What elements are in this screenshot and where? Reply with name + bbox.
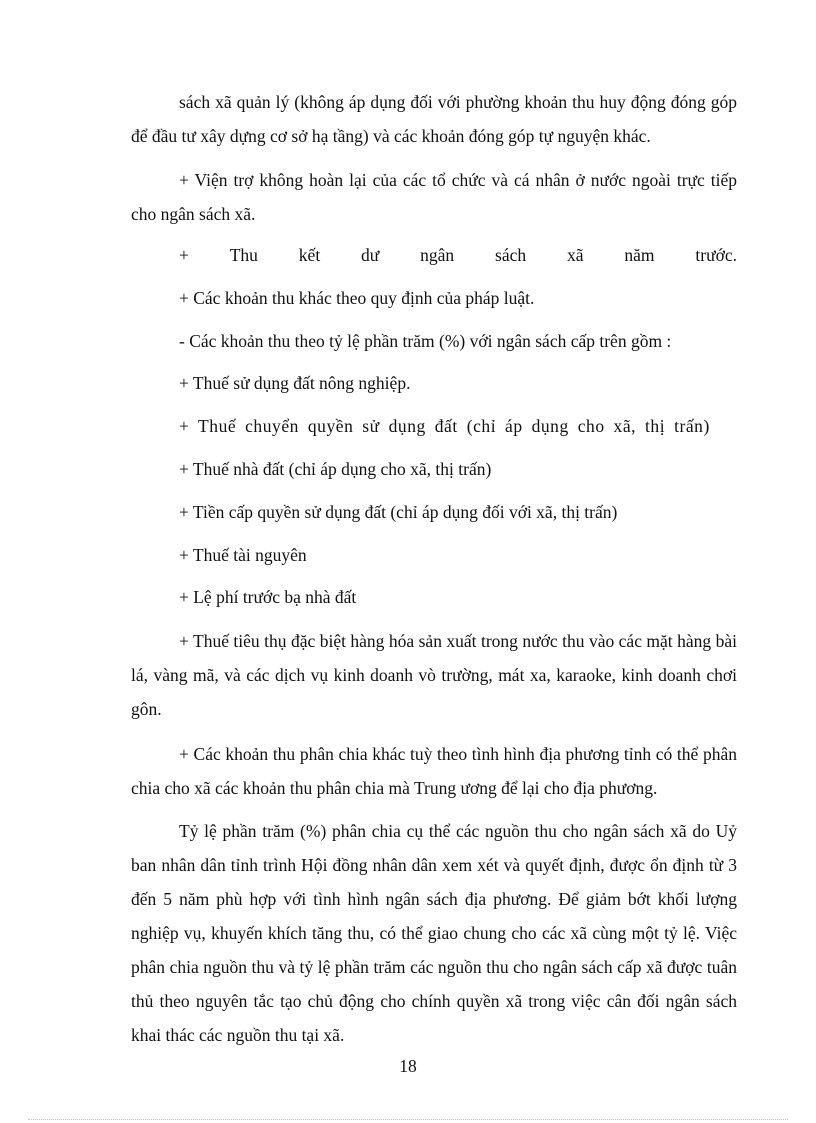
list-item-registration-fee: + Lệ phí trước bạ nhà đất xyxy=(179,587,357,607)
paragraph-foreign-aid: + Viện trợ không hoàn lại của các tổ chức và cá nhân ở nước ngoài trực tiếp cho ngân sách xã. xyxy=(131,170,737,224)
page-number: 18 xyxy=(399,1056,417,1076)
surplus-word: Thu xyxy=(229,245,258,265)
surplus-word: kết xyxy=(298,245,321,265)
paragraph-other-revenue: + Các khoản thu khác theo quy định của pháp luật. xyxy=(179,288,535,308)
paragraph-previous-year-surplus xyxy=(179,238,737,272)
paragraph-sharing-ratio: Tỷ lệ phần trăm (%) phân chia cụ thể các nguồn thu cho ngân sách xã do Uỷ ban nhân dân tỉnh trình Hội đồng nhân dân xem xét và quyết định, được ổn định từ 3 đến 5 năm phù hợp với tình hình ngân sách địa phương. Để giảm bớt khối lượng nghiệp vụ, khuyến khích tăng thu, có thể giao chung cho các xã cùng một tỷ lệ. Việc phân chia nguồn thu và tỷ lệ phần trăm các nguồn thu cho ngân sách cấp xã được tuân thủ theo nguyên tắc tạo chủ động cho chính quyền xã trong việc cân đối ngân sách khai thác các nguồn thu tại xã. xyxy=(131,821,737,1045)
surplus-word: ngân xyxy=(420,245,455,265)
list-item-land-transfer-tax: + Thuế chuyển quyền sử dụng đất (chỉ áp dụng cho xã, thị trấn) xyxy=(179,416,710,436)
surplus-word: sách xyxy=(495,245,527,265)
surplus-word: xã xyxy=(567,245,584,265)
surplus-word: trước. xyxy=(695,245,737,265)
paragraph-special-consumption-tax: + Thuế tiêu thụ đặc biệt hàng hóa sản xuất trong nước thu vào các mặt hàng bài lá, vàng mã, và các dịch vụ kinh doanh vò trường, mát xa, karaoke, kinh doanh chơi gôn. xyxy=(131,631,737,719)
paragraph-shared-revenue: + Các khoản thu phân chia khác tuỳ theo tình hình địa phương tỉnh có thể phân chia cho xã các khoản thu phân chia mà Trung ương để lại cho địa phương. xyxy=(131,744,737,798)
list-item-resource-tax: + Thuế tài nguyên xyxy=(179,545,307,565)
list-item-housing-land-tax: + Thuế nhà đất (chỉ áp dụng cho xã, thị trấn) xyxy=(179,459,492,479)
list-item-agricultural-land-tax: + Thuế sử dụng đất nông nghiệp. xyxy=(179,373,411,393)
surplus-word: dư xyxy=(361,245,380,265)
paragraph-budget-management: sách xã quản lý (không áp dụng đối với phường khoản thu huy động đóng góp để đầu tư xây dựng cơ sở hạ tầng) và các khoản đóng góp tự nguyện khác. xyxy=(131,92,737,146)
paragraph-percentage-revenue-heading: - Các khoản thu theo tỷ lệ phần trăm (%) với ngân sách cấp trên gồm : xyxy=(179,331,672,351)
surplus-word: + xyxy=(179,245,189,265)
surplus-word: năm xyxy=(624,245,655,265)
footer-divider xyxy=(28,1119,788,1120)
list-item-land-use-fee: + Tiền cấp quyền sử dụng đất (chỉ áp dụng đối với xã, thị trấn) xyxy=(179,502,618,522)
